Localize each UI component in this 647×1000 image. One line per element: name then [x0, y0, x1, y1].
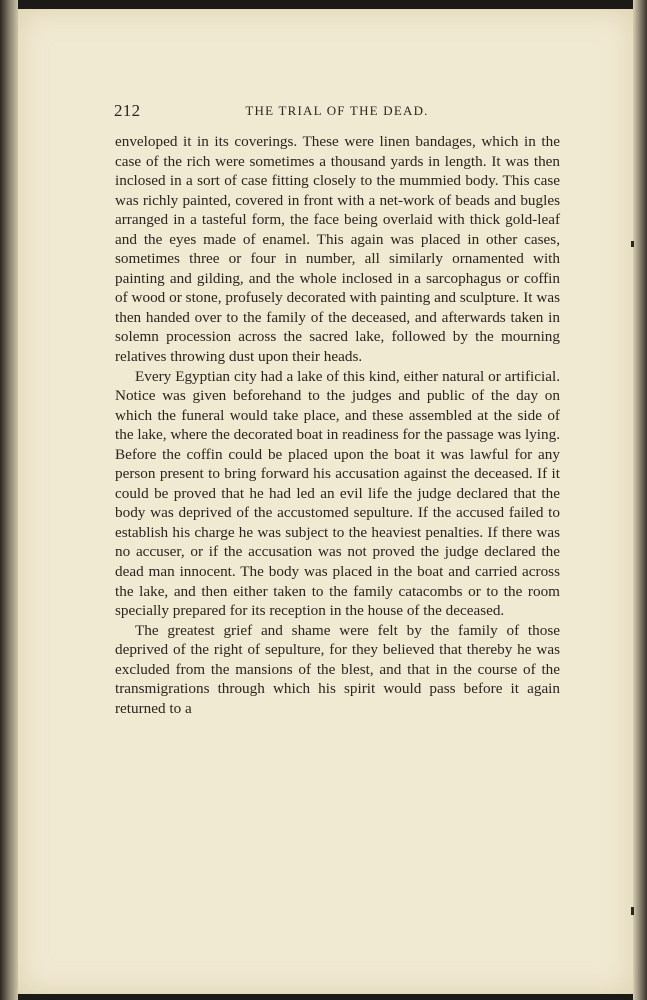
page-number: 212	[114, 101, 141, 120]
page-header	[114, 101, 560, 123]
edge-mark-lower	[631, 907, 634, 915]
paragraph-2: Every Egyptian city had a lake of this kind, either natural or artificial. Notice was given beforehand to the judges and public of the day on which the funeral would take place, and these assembled at the side of the lake, where the decorated boat in readiness for the passage was lying. Before the coffin could be placed upon the boat it was lawful for any person present to bring forward his accusation against the deceased. If it could be proved that he had led an evil life the judge declared that the body was deprived of the accustomed sepulture. If the accused failed to establish his charge he was subject to the heaviest penalties. If there was no accuser, or if the accusation was not proved the judge declared the dead man innocent. The body was placed in the boat and carried across the lake, and then either taken to the family catacombs or to the room specially prepared for its reception in the house of the deceased.	[115, 367, 560, 620]
paragraph-3: The greatest grief and shame were felt by the family of those deprived of the right of sepulture, for they believed that thereby he was excluded from the mansions of the blest, and that in the course of the transmigrations through which his spirit would pass before it again returned to a	[115, 621, 560, 717]
paragraph-1: enveloped it in its coverings. These were linen bandages, which in the case of the rich were sometimes a thousand yards in length. It was then inclosed in a sort of case fitting closely to the mummied body. This case was richly painted, covered in front with a net-work of beads and bugles arranged in a tasteful form, the face being overlaid with thick gold-leaf and the eyes made of enamel. This again was placed in other cases, sometimes three or four in number, all similarly ornamented with painting and gilding, and the whole inclosed in a sarcophagus or coffin of wood or stone, profusely decorated with painting and sculpture. It was then handed over to the family of the deceased, and afterwards taken in solemn procession across the sacred lake, followed by the mourning relatives throwing dust upon their heads.	[115, 133, 560, 366]
page-right-edge	[633, 0, 647, 1000]
body-text	[115, 132, 560, 718]
edge-mark-upper	[631, 241, 634, 247]
book-binding-edge	[0, 0, 18, 1000]
running-title: THE TRIAL OF THE DEAD.	[245, 103, 429, 118]
